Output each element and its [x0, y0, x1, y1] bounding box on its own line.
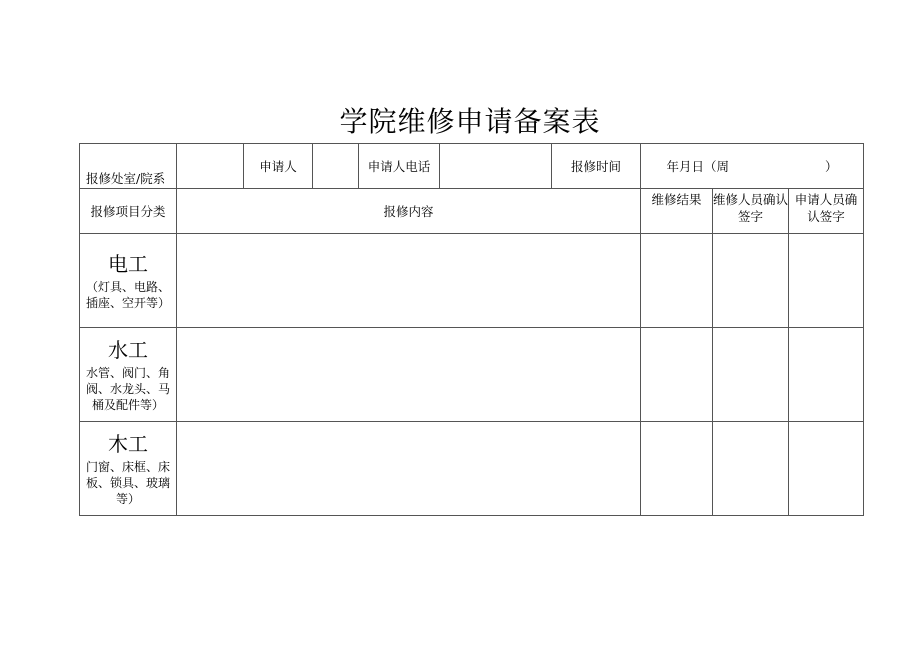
category-detail: 门窗、床框、床板、锁具、玻璃等）: [85, 459, 170, 506]
category-detail: （灯具、电路、插座、空开等）: [85, 279, 170, 310]
form-title: 学院维修申请备案表: [339, 105, 601, 138]
applicant-sign-cell[interactable]: [789, 234, 864, 328]
category-row-plumbing: [80, 328, 864, 422]
date-prefix: 年月日（周: [666, 158, 729, 174]
repair-request-table: [79, 143, 864, 516]
report-time-label: 报修时间: [552, 144, 641, 189]
applicant-sign-label: 申请人员确认签字: [789, 189, 864, 234]
header-row: [80, 144, 864, 189]
result-label: 维修结果: [641, 189, 713, 234]
applicant-value-cell[interactable]: [313, 144, 359, 189]
department-value-cell[interactable]: [177, 144, 244, 189]
sub-header-row: [80, 189, 864, 234]
category-cell: [80, 422, 177, 516]
content-input-cell[interactable]: [177, 422, 641, 516]
category-name: 电工: [108, 251, 148, 276]
content-input-cell[interactable]: [177, 328, 641, 422]
content-input-cell[interactable]: [177, 234, 641, 328]
applicant-label: 申请人: [244, 144, 313, 189]
repairer-sign-label: 维修人员确认签字: [713, 189, 789, 234]
phone-label: 申请人电话: [359, 144, 440, 189]
category-cell: [80, 234, 177, 328]
report-date-cell[interactable]: [641, 144, 864, 189]
applicant-sign-cell[interactable]: [789, 328, 864, 422]
category-name: 水工: [108, 337, 148, 362]
content-label: 报修内容: [177, 189, 641, 234]
date-suffix: ）: [825, 158, 838, 174]
category-cell: [80, 328, 177, 422]
category-label: 报修项目分类: [80, 189, 177, 234]
category-name: 木工: [108, 431, 148, 456]
result-input-cell[interactable]: [641, 422, 713, 516]
department-label: 报修处室/院系: [80, 144, 177, 189]
result-input-cell[interactable]: [641, 234, 713, 328]
repairer-sign-cell[interactable]: [713, 234, 789, 328]
applicant-sign-cell[interactable]: [789, 422, 864, 516]
category-row-electrical: [80, 234, 864, 328]
category-detail: 水管、阀门、角阀、水龙头、马桶及配件等）: [85, 365, 170, 412]
result-input-cell[interactable]: [641, 328, 713, 422]
repairer-sign-cell[interactable]: [713, 422, 789, 516]
category-row-carpentry: [80, 422, 864, 516]
phone-value-cell[interactable]: [440, 144, 552, 189]
repairer-sign-cell[interactable]: [713, 328, 789, 422]
